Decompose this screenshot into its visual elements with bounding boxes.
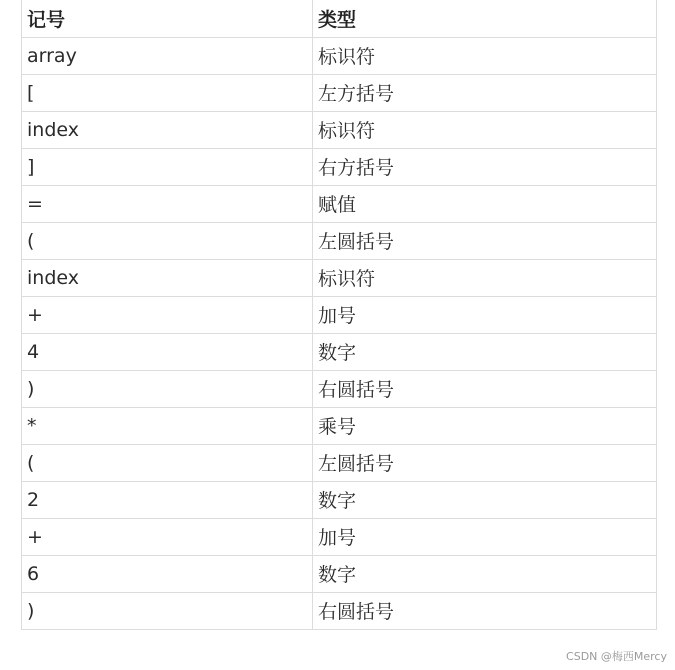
table-row <box>22 333 657 370</box>
symbol-cell: ) <box>22 592 313 629</box>
symbol-cell: index <box>22 259 313 296</box>
type-cell: 左圆括号 <box>313 222 657 259</box>
table-row <box>22 148 657 185</box>
symbol-cell: ( <box>22 222 313 259</box>
symbol-cell: = <box>22 185 313 222</box>
type-cell: 加号 <box>313 296 657 333</box>
csdn-watermark: CSDN @梅西Mercy <box>566 650 667 663</box>
type-cell: 左方括号 <box>313 74 657 111</box>
type-cell: 标识符 <box>313 259 657 296</box>
type-cell: 赋值 <box>313 185 657 222</box>
table-row <box>22 370 657 407</box>
symbol-cell: ] <box>22 148 313 185</box>
table-row <box>22 518 657 555</box>
table-row <box>22 407 657 444</box>
symbol-cell: 6 <box>22 555 313 592</box>
table-row <box>22 555 657 592</box>
type-cell: 标识符 <box>313 37 657 74</box>
symbol-cell: [ <box>22 74 313 111</box>
table-row <box>22 481 657 518</box>
header-type: 类型 <box>313 0 657 37</box>
table-row <box>22 296 657 333</box>
type-cell: 右方括号 <box>313 148 657 185</box>
table-row <box>22 592 657 629</box>
symbol-cell: 2 <box>22 481 313 518</box>
table-row <box>22 444 657 481</box>
table-row <box>22 185 657 222</box>
header-row <box>22 0 657 37</box>
symbol-cell: * <box>22 407 313 444</box>
symbol-cell: + <box>22 518 313 555</box>
table-row <box>22 111 657 148</box>
token-table <box>21 0 657 630</box>
table-row <box>22 74 657 111</box>
header-symbol: 记号 <box>22 0 313 37</box>
table-header <box>22 0 657 37</box>
table-row <box>22 259 657 296</box>
table-row <box>22 37 657 74</box>
table-row <box>22 222 657 259</box>
type-cell: 数字 <box>313 333 657 370</box>
table-body <box>22 37 657 629</box>
symbol-cell: index <box>22 111 313 148</box>
type-cell: 数字 <box>313 555 657 592</box>
type-cell: 乘号 <box>313 407 657 444</box>
symbol-cell: array <box>22 37 313 74</box>
type-cell: 加号 <box>313 518 657 555</box>
symbol-cell: 4 <box>22 333 313 370</box>
symbol-cell: + <box>22 296 313 333</box>
type-cell: 数字 <box>313 481 657 518</box>
type-cell: 右圆括号 <box>313 592 657 629</box>
type-cell: 标识符 <box>313 111 657 148</box>
type-cell: 右圆括号 <box>313 370 657 407</box>
symbol-cell: ) <box>22 370 313 407</box>
type-cell: 左圆括号 <box>313 444 657 481</box>
symbol-cell: ( <box>22 444 313 481</box>
